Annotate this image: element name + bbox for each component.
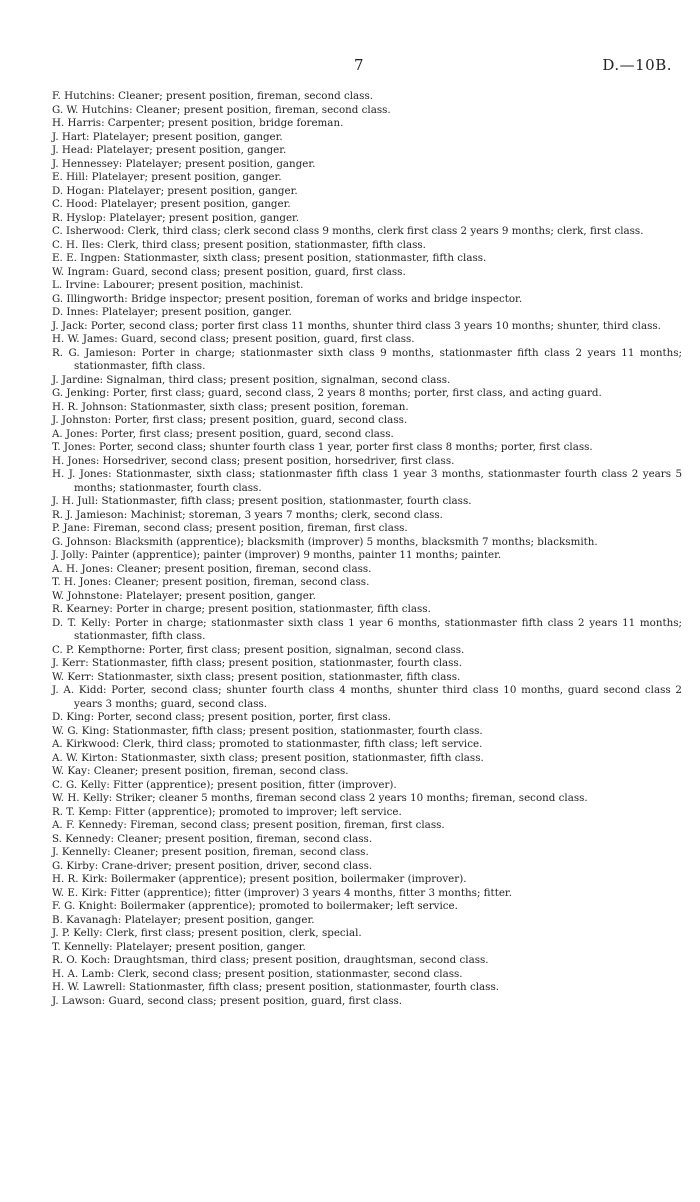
list-item: W. Johnstone: Platelayer; present position, ganger. bbox=[52, 589, 316, 602]
list-item: J. Kennelly: Cleaner; present position, fireman, second class. bbox=[52, 846, 369, 858]
list-item: W. Kerr: Stationmaster, sixth class; present position, stationmaster, fifth class. bbox=[52, 670, 461, 683]
list-item: D. T. Kelly: Porter in charge; stationmaster sixth class 1 year 6 months, stationmaster fifth class 2 years 11 months; stationmaster, fifth class. bbox=[52, 616, 682, 642]
list-item: A. F. Kennedy: Fireman, second class; present position, fireman, first class. bbox=[52, 819, 445, 831]
list-item: R. J. Jamieson: Machinist; storeman, 3 years 7 months; clerk, second class. bbox=[52, 508, 443, 521]
list-item: B. Kavanagh: Platelayer; present position, ganger. bbox=[52, 913, 315, 926]
list-item: A. W. Kirton: Stationmaster, sixth class; present position, stationmaster, fifth class. bbox=[52, 751, 484, 764]
list-item: W. G. King: Stationmaster, fifth class; present position, stationmaster, fourth class. bbox=[52, 724, 483, 737]
list-item: H. W. Lawrell: Stationmaster, fifth class; present position, stationmaster, fourth class. bbox=[52, 981, 499, 993]
list-item: C. G. Kelly: Fitter (apprentice); present position, fitter (improver). bbox=[52, 778, 397, 791]
list-item: R. Kearney: Porter in charge; present position, stationmaster, fifth class. bbox=[52, 603, 431, 615]
list-item: G. Johnson: Blacksmith (apprentice); blacksmith (improver) 5 months, blacksmith 7 months; blacksmith. bbox=[52, 535, 598, 548]
list-item: H. J. Jones: Stationmaster, sixth class; stationmaster fifth class 1 year 3 months, stationmaster fourth class 2 years 5 months; stationmaster, fourth class. bbox=[52, 468, 682, 494]
list-item: E. Hill: Platelayer; present position, ganger. bbox=[52, 171, 282, 183]
list-item: G. W. Hutchins: Cleaner; present position, fireman, second class. bbox=[52, 103, 391, 116]
list-item: J. Johnston: Porter, first class; present position, guard, second class. bbox=[52, 414, 408, 426]
list-item: F. Hutchins: Cleaner; present position, fireman, second class. bbox=[52, 90, 374, 102]
list-item: G. Jenking: Porter, first class; guard, second class, 2 years 8 months; porter, first class, and acting guard. bbox=[52, 387, 602, 399]
list-item: W. H. Kelly: Striker; cleaner 5 months, fireman second class 2 years 10 months; fireman, second class. bbox=[52, 792, 588, 804]
list-item: T. Kennelly: Platelayer; present position, ganger. bbox=[52, 940, 306, 953]
list-item: D. King: Porter, second class; present position, porter, first class. bbox=[52, 711, 391, 723]
list-item: L. Irvine: Labourer; present position, machinist. bbox=[52, 279, 304, 291]
list-item: J. H. Jull: Stationmaster, fifth class; present position, stationmaster, fourth class. bbox=[52, 495, 472, 507]
list-item: H. Harris: Carpenter; present position, bridge foreman. bbox=[52, 117, 344, 129]
page-number: 7 bbox=[354, 56, 364, 74]
list-item: R. G. Jamieson: Porter in charge; stationmaster sixth class 9 months, stationmaster fifth class 2 years 11 months; stationmaster, fifth class. bbox=[52, 346, 682, 372]
list-item: R. T. Kemp: Fitter (apprentice); promoted to improver; left service. bbox=[52, 805, 402, 818]
list-item: J. Lawson: Guard, second class; present position, guard, first class. bbox=[52, 994, 403, 1007]
list-item: F. G. Knight: Boilermaker (apprentice); promoted to boilermaker; left service. bbox=[52, 900, 458, 912]
list-item: A. Kirkwood: Clerk, third class; promoted to stationmaster, fifth class; left service. bbox=[52, 738, 483, 750]
list-item: C. P. Kempthorne: Porter, first class; present position, signalman, second class. bbox=[52, 643, 465, 656]
list-item: A. H. Jones: Cleaner; present position, fireman, second class. bbox=[52, 562, 372, 575]
list-item: W. Ingram: Guard, second class; present position, guard, first class. bbox=[52, 265, 406, 278]
list-item: R. Hyslop: Platelayer; present position, ganger. bbox=[52, 211, 300, 224]
list-item: H. A. Lamb: Clerk, second class; present position, stationmaster, second class. bbox=[52, 967, 463, 980]
list-item: J. Head: Platelayer; present position, ganger. bbox=[52, 144, 287, 156]
list-item: J. Hennessey: Platelayer; present position, ganger. bbox=[52, 157, 316, 170]
list-item: W. Kay: Cleaner; present position, fireman, second class. bbox=[52, 765, 349, 777]
list-item: G. Kirby: Crane-driver; present position, driver, second class. bbox=[52, 859, 373, 872]
list-item: C. H. Iles: Clerk, third class; present position, stationmaster, fifth class. bbox=[52, 238, 426, 251]
list-item: R. O. Koch: Draughtsman, third class; present position, draughtsman, second class. bbox=[52, 954, 489, 966]
list-item: J. Jardine: Signalman, third class; present position, signalman, second class. bbox=[52, 373, 451, 386]
list-item: H. R. Johnson: Stationmaster, sixth class; present position, foreman. bbox=[52, 400, 409, 413]
list-item: J. Kerr: Stationmaster, fifth class; present position, stationmaster, fourth class. bbox=[52, 657, 462, 669]
list-item: J. P. Kelly: Clerk, first class; present position, clerk, special. bbox=[52, 927, 362, 939]
list-item: E. E. Ingpen: Stationmaster, sixth class; present position, stationmaster, fifth class. bbox=[52, 252, 487, 264]
list-item: J. Jolly: Painter (apprentice); painter (improver) 9 months, painter 11 months; painter. bbox=[52, 549, 502, 561]
list-item: D. Hogan: Platelayer; present position, ganger. bbox=[52, 184, 298, 197]
list-item: J. Jack: Porter, second class; porter first class 11 months, shunter third class 3 years 10 months; shunter, third class. bbox=[52, 319, 661, 332]
list-item: T. H. Jones: Cleaner; present position, fireman, second class. bbox=[52, 576, 370, 588]
list-item: C. Hood: Platelayer; present position, ganger. bbox=[52, 198, 291, 210]
list-item: J. A. Kidd: Porter, second class; shunter fourth class 4 months, shunter third class 10 months, guard second class 2 years 3 months; guard, second class. bbox=[52, 684, 682, 710]
list-item: G. Illingworth: Bridge inspector; present position, foreman of works and bridge inspector. bbox=[52, 292, 523, 305]
list-item: H. R. Kirk: Boilermaker (apprentice); present position, boilermaker (improver). bbox=[52, 873, 467, 885]
list-item: J. Hart: Platelayer; present position, ganger. bbox=[52, 130, 283, 143]
list-item: W. E. Kirk: Fitter (apprentice); fitter (improver) 3 years 4 months, fitter 3 months; fitter. bbox=[52, 886, 512, 899]
list-item: T. Jones: Porter, second class; shunter fourth class 1 year, porter first class 8 months; porter, first class. bbox=[52, 441, 593, 453]
list-item: S. Kennedy: Cleaner; present position, fireman, second class. bbox=[52, 832, 373, 845]
list-item: C. Isherwood: Clerk, third class; clerk second class 9 months, clerk first class 2 years 9 months; clerk, first class. bbox=[52, 225, 644, 237]
list-item: P. Jane: Fireman, second class; present position, fireman, first class. bbox=[52, 522, 408, 534]
staff-promotion-list bbox=[52, 90, 682, 1008]
list-item: H. Jones: Horsedriver, second class; present position, horsedriver, first class. bbox=[52, 454, 455, 467]
list-item: D. Innes: Platelayer; present position, ganger. bbox=[52, 306, 292, 318]
list-item: A. Jones: Porter, first class; present position, guard, second class. bbox=[52, 427, 394, 440]
list-item: H. W. James: Guard, second class; present position, guard, first class. bbox=[52, 333, 415, 345]
document-reference: D.—10B. bbox=[602, 56, 672, 74]
